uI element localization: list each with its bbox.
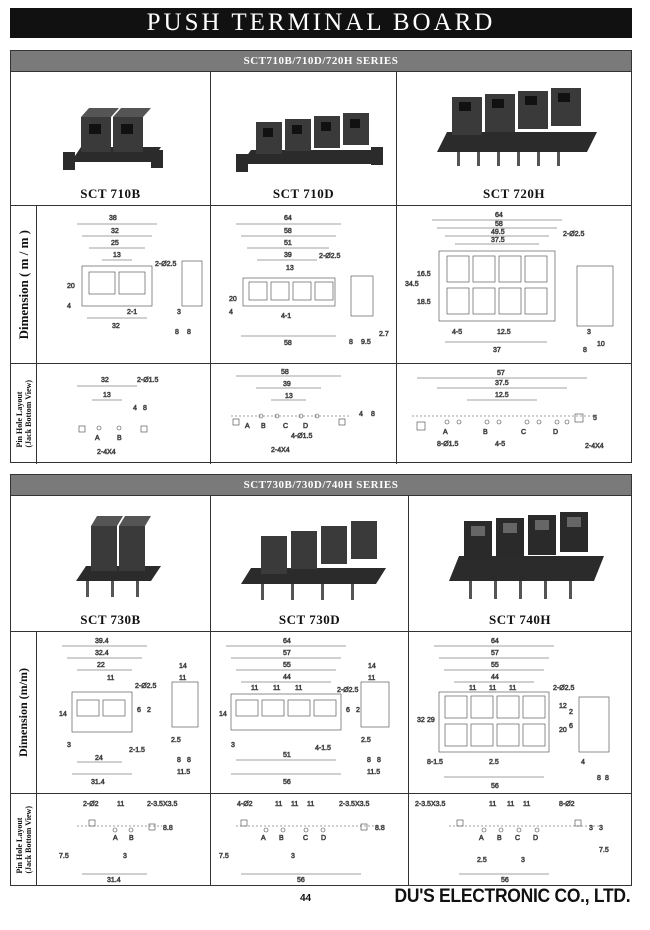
svg-text:B: B bbox=[261, 423, 266, 430]
svg-text:32: 32 bbox=[101, 377, 109, 384]
svg-text:14: 14 bbox=[179, 663, 187, 670]
svg-text:11: 11 bbox=[179, 675, 187, 682]
svg-text:51: 51 bbox=[283, 752, 291, 759]
svg-text:11: 11 bbox=[251, 685, 259, 692]
svg-text:11: 11 bbox=[368, 675, 376, 682]
svg-text:31.4: 31.4 bbox=[107, 877, 121, 884]
svg-text:4-Ø2: 4-Ø2 bbox=[237, 801, 253, 808]
dimension-drawing bbox=[409, 632, 631, 793]
svg-text:11: 11 bbox=[507, 801, 515, 808]
svg-text:13: 13 bbox=[113, 252, 121, 259]
svg-text:56: 56 bbox=[297, 877, 305, 884]
svg-text:34.5: 34.5 bbox=[405, 281, 419, 288]
svg-text:38: 38 bbox=[109, 215, 117, 222]
svg-text:C: C bbox=[303, 835, 309, 842]
svg-text:8-Ø1.5: 8-Ø1.5 bbox=[437, 441, 459, 448]
model-name: SCT 710D bbox=[272, 186, 335, 201]
row-label: Dimension ( m / m ) bbox=[11, 206, 37, 363]
series-section-2 bbox=[10, 474, 632, 886]
svg-text:4-1: 4-1 bbox=[281, 313, 292, 320]
svg-text:B: B bbox=[497, 835, 502, 842]
svg-text:2.5: 2.5 bbox=[361, 737, 371, 744]
svg-text:58: 58 bbox=[284, 340, 292, 347]
svg-text:20: 20 bbox=[559, 727, 567, 734]
svg-text:29: 29 bbox=[427, 717, 435, 724]
dimension-drawing bbox=[397, 206, 631, 363]
svg-text:37.5: 37.5 bbox=[495, 380, 509, 387]
svg-text:4-5: 4-5 bbox=[495, 441, 506, 448]
svg-text:B: B bbox=[117, 435, 122, 442]
svg-text:6: 6 bbox=[346, 707, 350, 714]
svg-text:51: 51 bbox=[284, 240, 292, 247]
svg-text:A: A bbox=[95, 435, 100, 442]
svg-text:2.5: 2.5 bbox=[171, 737, 181, 744]
svg-text:D: D bbox=[553, 429, 559, 436]
svg-text:B: B bbox=[279, 835, 284, 842]
svg-text:2-Ø2.5: 2-Ø2.5 bbox=[319, 253, 341, 260]
svg-text:11.5: 11.5 bbox=[367, 769, 381, 776]
svg-text:8: 8 bbox=[605, 775, 609, 782]
svg-text:11: 11 bbox=[307, 801, 315, 808]
svg-text:11: 11 bbox=[469, 685, 477, 692]
pin-layout-drawing bbox=[37, 794, 211, 886]
svg-text:64: 64 bbox=[283, 638, 291, 645]
svg-text:8.8: 8.8 bbox=[163, 825, 173, 832]
series-section-1 bbox=[10, 50, 632, 463]
svg-text:56: 56 bbox=[501, 877, 509, 884]
svg-text:57: 57 bbox=[491, 650, 499, 657]
svg-text:2-1.5: 2-1.5 bbox=[129, 747, 145, 754]
model-name: SCT 730D bbox=[278, 612, 341, 627]
svg-text:7.5: 7.5 bbox=[59, 853, 69, 860]
svg-text:11.5: 11.5 bbox=[177, 769, 191, 776]
svg-text:16.5: 16.5 bbox=[417, 271, 431, 278]
product-cell bbox=[211, 72, 397, 205]
svg-text:3: 3 bbox=[231, 742, 235, 749]
svg-text:8.8: 8.8 bbox=[375, 825, 385, 832]
row-label: Dimension (m/m) bbox=[11, 632, 37, 793]
svg-text:6: 6 bbox=[569, 723, 573, 730]
svg-text:D: D bbox=[533, 835, 539, 842]
svg-text:22: 22 bbox=[97, 662, 105, 669]
svg-text:12: 12 bbox=[559, 703, 567, 710]
product-cell bbox=[409, 496, 631, 631]
svg-text:2-Ø2.5: 2-Ø2.5 bbox=[553, 685, 575, 692]
svg-text:A: A bbox=[443, 429, 448, 436]
svg-text:B: B bbox=[129, 835, 134, 842]
svg-text:6: 6 bbox=[137, 707, 141, 714]
svg-text:A: A bbox=[113, 835, 118, 842]
svg-text:32: 32 bbox=[111, 228, 119, 235]
svg-text:14: 14 bbox=[59, 711, 67, 718]
photo-row bbox=[11, 72, 631, 206]
svg-text:C: C bbox=[515, 835, 521, 842]
svg-text:2.5: 2.5 bbox=[489, 759, 499, 766]
svg-text:3: 3 bbox=[291, 853, 295, 860]
svg-text:11: 11 bbox=[489, 685, 497, 692]
pin-layout-drawing bbox=[211, 794, 409, 886]
svg-text:58: 58 bbox=[281, 369, 289, 376]
svg-text:D: D bbox=[303, 423, 309, 430]
photo-row bbox=[11, 496, 631, 632]
svg-text:4: 4 bbox=[581, 759, 585, 766]
svg-text:13: 13 bbox=[103, 392, 111, 399]
svg-text:25: 25 bbox=[111, 240, 119, 247]
svg-text:8: 8 bbox=[175, 329, 179, 336]
svg-text:3: 3 bbox=[521, 857, 525, 864]
svg-text:2-3.5X3.5: 2-3.5X3.5 bbox=[415, 801, 446, 808]
svg-text:2: 2 bbox=[356, 707, 360, 714]
svg-text:9.5: 9.5 bbox=[361, 339, 371, 346]
svg-text:A: A bbox=[479, 835, 484, 842]
svg-text:3: 3 bbox=[599, 825, 603, 832]
company-name: DU'S ELECTRONIC CO., LTD. bbox=[394, 886, 630, 907]
svg-text:10: 10 bbox=[597, 341, 605, 348]
svg-text:11: 11 bbox=[509, 685, 517, 692]
svg-text:49.5: 49.5 bbox=[491, 229, 505, 236]
svg-text:8: 8 bbox=[187, 757, 191, 764]
svg-text:2-Ø2.5: 2-Ø2.5 bbox=[337, 687, 359, 694]
svg-text:31.4: 31.4 bbox=[91, 779, 105, 786]
svg-text:5: 5 bbox=[593, 415, 597, 422]
svg-text:2-1: 2-1 bbox=[127, 309, 138, 316]
svg-text:C: C bbox=[521, 429, 527, 436]
svg-text:20: 20 bbox=[229, 296, 237, 303]
svg-text:58: 58 bbox=[495, 221, 503, 228]
svg-text:57: 57 bbox=[497, 370, 505, 377]
pin-layout-row bbox=[11, 794, 631, 886]
svg-text:A: A bbox=[261, 835, 266, 842]
svg-text:11: 11 bbox=[107, 675, 115, 682]
svg-text:D: D bbox=[321, 835, 327, 842]
svg-text:4: 4 bbox=[229, 309, 233, 316]
svg-text:B: B bbox=[483, 429, 488, 436]
svg-text:8: 8 bbox=[177, 757, 181, 764]
svg-text:55: 55 bbox=[491, 662, 499, 669]
svg-text:2: 2 bbox=[147, 707, 151, 714]
svg-text:11: 11 bbox=[489, 801, 497, 808]
svg-text:8: 8 bbox=[371, 411, 375, 418]
svg-text:37.5: 37.5 bbox=[491, 237, 505, 244]
svg-text:3: 3 bbox=[123, 853, 127, 860]
svg-text:C: C bbox=[283, 423, 289, 430]
svg-text:11: 11 bbox=[523, 801, 531, 808]
row-label: Pin Hole Layout (Jack Bottom View) bbox=[11, 364, 37, 464]
svg-text:2-4X4: 2-4X4 bbox=[97, 449, 116, 456]
svg-text:2-Ø1.5: 2-Ø1.5 bbox=[137, 377, 159, 384]
svg-text:32: 32 bbox=[112, 323, 120, 330]
svg-text:8: 8 bbox=[143, 405, 147, 412]
svg-text:11: 11 bbox=[275, 801, 283, 808]
product-cell bbox=[397, 72, 631, 205]
svg-text:14: 14 bbox=[368, 663, 376, 670]
svg-text:7.5: 7.5 bbox=[599, 847, 609, 854]
svg-text:18.5: 18.5 bbox=[417, 299, 431, 306]
pin-layout-drawing bbox=[409, 794, 631, 886]
svg-text:11: 11 bbox=[117, 801, 125, 808]
dimension-row bbox=[11, 206, 631, 364]
svg-text:39: 39 bbox=[283, 381, 291, 388]
svg-text:13: 13 bbox=[286, 265, 294, 272]
svg-text:11: 11 bbox=[291, 801, 299, 808]
svg-text:2-Ø2.5: 2-Ø2.5 bbox=[563, 231, 585, 238]
pin-layout-drawing bbox=[397, 364, 631, 464]
series-heading: SCT710B/710D/720H SERIES bbox=[11, 51, 631, 72]
product-photo bbox=[11, 72, 210, 183]
svg-text:12.5: 12.5 bbox=[497, 329, 511, 336]
product-cell bbox=[11, 72, 211, 205]
svg-text:8: 8 bbox=[597, 775, 601, 782]
product-photo bbox=[211, 72, 396, 183]
svg-text:56: 56 bbox=[491, 783, 499, 790]
product-photo bbox=[409, 496, 631, 609]
svg-text:2-Ø2.5: 2-Ø2.5 bbox=[135, 683, 157, 690]
svg-text:A: A bbox=[245, 423, 250, 430]
svg-text:32.4: 32.4 bbox=[95, 650, 109, 657]
dimension-drawing bbox=[37, 632, 211, 793]
svg-text:4: 4 bbox=[133, 405, 137, 412]
svg-text:56: 56 bbox=[283, 779, 291, 786]
svg-text:3: 3 bbox=[67, 742, 71, 749]
svg-text:4: 4 bbox=[67, 303, 71, 310]
svg-text:24: 24 bbox=[95, 755, 103, 762]
svg-text:64: 64 bbox=[491, 638, 499, 645]
svg-text:13: 13 bbox=[285, 393, 293, 400]
model-name: SCT 730B bbox=[80, 612, 141, 627]
dimension-drawing bbox=[211, 206, 397, 363]
svg-text:3: 3 bbox=[589, 825, 593, 832]
svg-text:2: 2 bbox=[569, 709, 573, 716]
model-name: SCT 710B bbox=[80, 186, 141, 201]
svg-text:55: 55 bbox=[283, 662, 291, 669]
svg-text:14: 14 bbox=[219, 711, 227, 718]
page-title: PUSH TERMINAL BOARD bbox=[10, 8, 632, 38]
svg-text:2-3.5X3.5: 2-3.5X3.5 bbox=[147, 801, 178, 808]
product-photo bbox=[11, 496, 210, 609]
svg-text:44: 44 bbox=[491, 674, 499, 681]
svg-text:58: 58 bbox=[284, 228, 292, 235]
svg-text:2.5: 2.5 bbox=[477, 857, 487, 864]
svg-text:8: 8 bbox=[367, 757, 371, 764]
model-name: SCT 720H bbox=[483, 186, 545, 201]
svg-text:8: 8 bbox=[583, 347, 587, 354]
svg-text:64: 64 bbox=[284, 215, 292, 222]
svg-text:64: 64 bbox=[495, 212, 503, 219]
dimension-row bbox=[11, 632, 631, 794]
product-photo bbox=[211, 496, 408, 609]
svg-text:7.5: 7.5 bbox=[219, 853, 229, 860]
svg-text:11: 11 bbox=[273, 685, 281, 692]
svg-text:37: 37 bbox=[493, 347, 501, 354]
svg-text:4: 4 bbox=[359, 411, 363, 418]
dimension-drawing bbox=[37, 206, 211, 363]
svg-text:57: 57 bbox=[283, 650, 291, 657]
svg-text:8-1.5: 8-1.5 bbox=[427, 759, 443, 766]
svg-text:8-Ø2: 8-Ø2 bbox=[559, 801, 575, 808]
row-label: Pin Hole Layout (Jack Bottom View) bbox=[11, 794, 37, 886]
svg-text:12.5: 12.5 bbox=[495, 392, 509, 399]
svg-text:44: 44 bbox=[283, 674, 291, 681]
dimension-drawing bbox=[211, 632, 409, 793]
svg-text:2-4X4: 2-4X4 bbox=[271, 447, 290, 454]
svg-text:2.7: 2.7 bbox=[379, 331, 389, 338]
product-cell bbox=[211, 496, 409, 631]
product-cell bbox=[11, 496, 211, 631]
series-heading: SCT730B/730D/740H SERIES bbox=[11, 475, 631, 496]
svg-text:2-Ø2.5: 2-Ø2.5 bbox=[155, 261, 177, 268]
pin-layout-drawing bbox=[37, 364, 211, 464]
svg-text:39: 39 bbox=[284, 252, 292, 259]
svg-text:3: 3 bbox=[177, 309, 181, 316]
svg-text:2-Ø2: 2-Ø2 bbox=[83, 801, 99, 808]
svg-text:2-4X4: 2-4X4 bbox=[585, 443, 604, 450]
pin-layout-row bbox=[11, 364, 631, 464]
product-photo bbox=[397, 72, 631, 183]
svg-text:39.4: 39.4 bbox=[95, 638, 109, 645]
svg-text:11: 11 bbox=[295, 685, 303, 692]
model-name: SCT 740H bbox=[489, 612, 551, 627]
svg-text:8: 8 bbox=[377, 757, 381, 764]
svg-text:8: 8 bbox=[349, 339, 353, 346]
svg-text:20: 20 bbox=[67, 283, 75, 290]
svg-text:8: 8 bbox=[187, 329, 191, 336]
svg-text:3: 3 bbox=[587, 329, 591, 336]
page-number: 44 bbox=[300, 893, 312, 904]
svg-text:2-3.5X3.5: 2-3.5X3.5 bbox=[339, 801, 370, 808]
svg-text:4-Ø1.5: 4-Ø1.5 bbox=[291, 433, 313, 440]
svg-text:32: 32 bbox=[417, 717, 425, 724]
svg-text:4-5: 4-5 bbox=[452, 329, 463, 336]
pin-layout-drawing bbox=[211, 364, 397, 464]
svg-text:4-1.5: 4-1.5 bbox=[315, 745, 331, 752]
